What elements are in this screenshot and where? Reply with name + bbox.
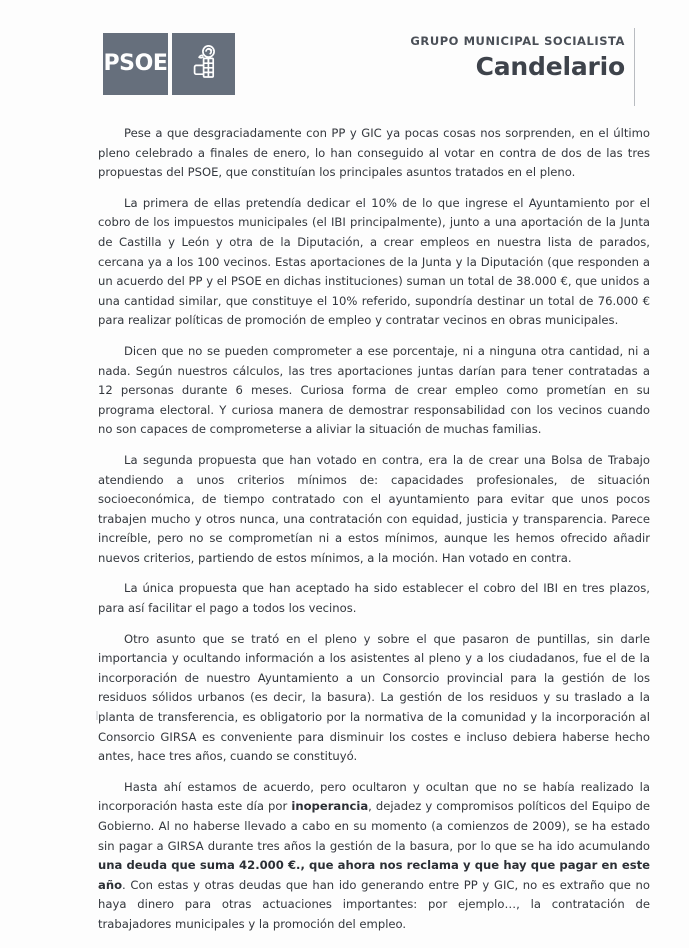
letterhead bbox=[0, 0, 689, 120]
body-text-run: La segunda propuesta que han votado en contra, era la de crear una Bolsa de Trabajo atendiendo a unos criterios mínimos de: capacidades profesionales, de situación socioeconómica, de tiempo contratado con el ayuntamiento para evitar que unos pocos trabajen mucho y otros nunca, una contratación con equidad, justicia y transparencia. Parece increíble, pero no se comprometían ni a estos mínimos, aunque les hemos ofrecido añadir nuevos criterios, partiendo de estos mínimos, a la moción. Han votado en contra. bbox=[98, 452, 650, 565]
emphasis-text: una deuda que suma 42.000 €., que ahora nos reclama y que hay que pagar en este año bbox=[98, 858, 650, 892]
body-paragraph bbox=[98, 194, 650, 331]
body-text-run: Hasta ahí estamos de acuerdo, pero ocultaron y ocultan que no se había realizado la incorporación hasta este día por bbox=[98, 779, 650, 814]
psoe-wordmark-tile bbox=[103, 33, 168, 95]
letterhead-titles bbox=[410, 34, 625, 81]
locality-title: Candelario bbox=[475, 52, 625, 81]
body-paragraph bbox=[98, 342, 650, 440]
psoe-emblem-tile bbox=[172, 33, 235, 95]
body-text-run: Pese a que desgraciadamente con PP y GIC ya pocas cosas nos sorprenden, en el último pleno celebrado a finales de enero, lo han conseguido al votar en contra de dos de las tres propuestas del PSOE, que constituían los principales asuntos tratados en el pleno. bbox=[98, 126, 650, 180]
body-text-run: Otro asunto que se trató en el pleno y sobre el que pasaron de puntillas, sin darle importancia y ocultando información a los asistentes al pleno y a los ciudadanos, fue el de la incorporación de nuestro Ayuntamiento a un Consorcio provincial para la gestión de los residuos sólidos urbanos (es decir, la basura). La gestión de los residuos y su traslado a la planta de transferencia, es obligatorio por la normativa de la comunidad y la incorporación al Consorcio GIRSA es conveniente para disminuir los costes e incluso debiera haberse hecho antes, hace tres años, cuando se constituyó. bbox=[98, 631, 650, 764]
letter-body bbox=[98, 124, 650, 935]
organization-line: GRUPO MUNICIPAL SOCIALISTA bbox=[410, 34, 625, 48]
body-text-run: Dicen que no se pueden comprometer a ese porcentaje, ni a ninguna otra cantidad, ni a nada. Según nuestros cálculos, las tres aportaciones juntas darían para tener contratadas a 12 personas durante 6 meses. Curiosa forma de crear empleo como prometían en su programa electoral. Y curiosa manera de demostrar responsabilidad con los vecinos cuando no son capaces de comprometerse a aliviar la situación de muchas familias. bbox=[98, 343, 650, 437]
emphasis-text: inoperancia bbox=[291, 799, 369, 814]
body-paragraph bbox=[98, 778, 650, 935]
header-divider bbox=[634, 28, 635, 106]
body-paragraph bbox=[98, 579, 650, 618]
body-paragraph bbox=[98, 124, 650, 183]
psoe-wordmark-text: PSOE bbox=[103, 51, 168, 76]
body-paragraph bbox=[98, 630, 650, 767]
body-text-run: La primera de ellas pretendía dedicar el 10% de lo que ingrese el Ayuntamiento por el cobro de los impuestos municipales (el IBI principalmente), junto a una aportación de la Junta de Castilla y León y otra de la Diputación, a crear empleos en nuestra lista de parados, cercana ya a los 100 vecinos. Estas aportaciones de la Junta y la Diputación (que responden a un acuerdo del PP y el PSOE en dichas instituciones) suman un total de 38.000 €, que unidos a una cantidad similar, que constituye el 10% referido, supondría destinar un total de 76.000 € para realizar políticas de promoción de empleo y contratar vecinos en obras municipales. bbox=[98, 195, 650, 328]
body-text-run: . Con estas y otras deudas que han ido generando entre PP y GIC, no es extraño que no haya dinero para otras actuaciones importantes: por ejemplo…, la contratación de trabajadores municipales y la promoción del empleo. bbox=[98, 877, 650, 931]
fist-and-rose-icon bbox=[187, 43, 221, 85]
psoe-logo bbox=[103, 33, 235, 95]
body-paragraph bbox=[98, 451, 650, 569]
body-text-run: , dejadez y compromisos políticos del Equipo de Gobierno. Al no haberse llevado a cabo en su momento (a comienzos de 2009), se ha estado sin pagar a GIRSA durante tres años la gestión de la basura, por lo que se ha ido acumulando bbox=[98, 799, 650, 853]
body-text-run: La única propuesta que han aceptado ha sido establecer el cobro del IBI en tres plazos, para así facilitar el pago a todos los vecinos. bbox=[98, 581, 650, 616]
